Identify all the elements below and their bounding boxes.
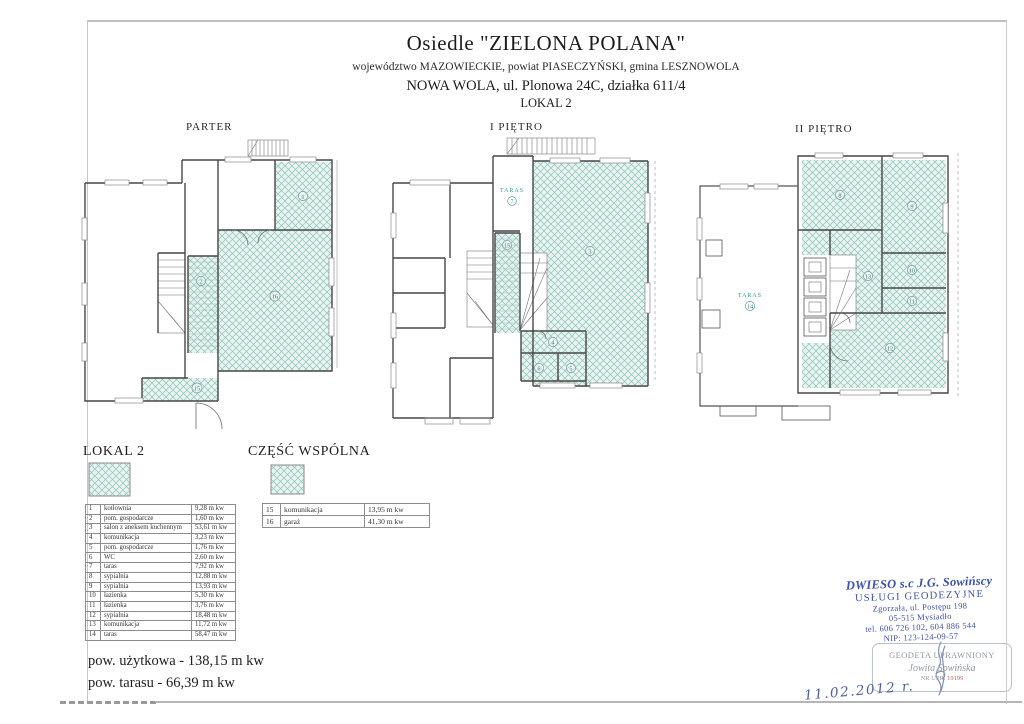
document-header: [87, 30, 1005, 111]
table-row: [86, 582, 236, 592]
table-cell: łazienka: [101, 592, 192, 602]
table-row: [86, 505, 236, 515]
floor-label-parter: PARTER: [186, 121, 233, 133]
table-cell: 9: [86, 582, 101, 592]
table-cell: 15: [263, 504, 281, 516]
table-cell: 12: [86, 611, 101, 621]
table-cell: 11: [86, 601, 101, 611]
table-cell: 3,76 m kw: [192, 601, 236, 611]
floor-label-pietro1: I PIĘTRO: [490, 121, 543, 133]
handwritten-date: 11.02.2012 r.: [803, 678, 915, 704]
table-cell: garaż: [281, 516, 365, 528]
company-name: DWIESO s.c J.G. Sowińscy: [845, 573, 993, 593]
table-cell: 5,30 m kw: [192, 592, 236, 602]
company-stamp: [835, 573, 1005, 645]
company-street: Zgorzała, ul. Postępu 198: [872, 600, 968, 615]
table-cell: 41,30 m kw: [365, 516, 430, 528]
table-cell: 13,93 m kw: [192, 582, 236, 592]
table-cell: komunikacja: [101, 534, 192, 544]
area-summary: [88, 650, 264, 694]
company-phone: tel. 606 726 102, 604 886 544: [865, 620, 977, 634]
svg-text:1: 1: [301, 193, 305, 201]
svg-text:10: 10: [908, 267, 916, 275]
svg-text:8: 8: [838, 192, 842, 200]
table-cell: 58,47 m kw: [192, 630, 236, 640]
table-row: [263, 504, 430, 516]
scan-edge-line: [155, 701, 1022, 703]
common-area-table: [262, 503, 430, 528]
scan-edge-dashes: [60, 701, 156, 704]
parter-floor-plan: [75, 138, 355, 435]
taras-label: [500, 188, 524, 205]
floor-label-pietro2: II PIĘTRO: [795, 123, 853, 135]
table-cell: 7: [86, 563, 101, 573]
pietro1-floor-plan: [390, 133, 660, 425]
table-cell: 4: [86, 534, 101, 544]
table-row: [86, 630, 236, 640]
table-row: [86, 621, 236, 631]
header-subtitle: województwo MAZOWIECKIE, powiat PIASECZYŃSKI, gmina LESZNOWOLA: [352, 61, 740, 74]
svg-text:TARAS: TARAS: [499, 188, 525, 194]
table-cell: 9,28 m kw: [192, 505, 236, 515]
svg-text:16: 16: [271, 293, 279, 301]
table-cell: pom. gospodarcze: [101, 543, 192, 553]
company-city: 05-515 Mysiadło: [888, 611, 952, 624]
exterior-stairs: [507, 138, 595, 154]
svg-text:2: 2: [199, 278, 203, 286]
legend-lokal2-label: LOKAL 2: [83, 444, 145, 459]
svg-text:7: 7: [510, 198, 514, 206]
exterior-stairs: [248, 140, 288, 156]
summary-usable-area: pow. użytkowa - 138,15 m kw: [88, 653, 264, 669]
table-cell: 13,95 m kw: [365, 504, 430, 516]
table-cell: 16: [263, 516, 281, 528]
table-row: [86, 611, 236, 621]
table-row: [263, 516, 430, 528]
table-cell: 10: [86, 592, 101, 602]
table-cell: 3,23 m kw: [192, 534, 236, 544]
table-cell: 2: [86, 514, 101, 524]
legend-wspolna-swatch: [270, 464, 306, 496]
table-cell: 1,76 m kw: [192, 543, 236, 553]
table-cell: 12,88 m kw: [192, 572, 236, 582]
table-cell: 1,60 m kw: [192, 514, 236, 524]
table-row: [86, 534, 236, 544]
surveyor-name: Jowita Sowińska: [908, 663, 976, 674]
svg-text:3: 3: [588, 248, 592, 256]
table-cell: sypialnia: [101, 611, 192, 621]
table-cell: pom. gospodarcze: [101, 514, 192, 524]
legend-lokal2-swatch: [88, 462, 132, 498]
table-cell: 6: [86, 553, 101, 563]
svg-text:15: 15: [193, 385, 201, 393]
svg-text:9: 9: [910, 203, 914, 211]
table-row: [86, 514, 236, 524]
signature-scribble: [927, 639, 957, 701]
table-cell: 18,48 m kw: [192, 611, 236, 621]
table-cell: 8: [86, 572, 101, 582]
svg-text:15: 15: [503, 242, 511, 250]
table-cell: komunikacja: [281, 504, 365, 516]
svg-text:4: 4: [551, 339, 555, 347]
table-cell: 3: [86, 524, 101, 534]
table-row: [86, 592, 236, 602]
table-cell: sypialnia: [101, 582, 192, 592]
svg-text:12: 12: [886, 345, 894, 353]
table-cell: 2,60 m kw: [192, 553, 236, 563]
svg-text:13: 13: [864, 273, 872, 281]
legend-wspolna-label: CZĘŚĆ WSPÓLNA: [248, 444, 371, 459]
table-cell: sypialnia: [101, 572, 192, 582]
summary-terrace-area: pow. tarasu - 66,39 m kw: [88, 675, 235, 691]
table-cell: kotłownia: [101, 505, 192, 515]
company-nip: NIP: 123-124-09-57: [883, 630, 959, 644]
table-cell: komunikacja: [101, 621, 192, 631]
table-row: [86, 543, 236, 553]
table-cell: łazienka: [101, 601, 192, 611]
svg-text:TARAS: TARAS: [737, 293, 763, 299]
table-cell: 11,72 m kw: [192, 621, 236, 631]
svg-text:5: 5: [569, 365, 573, 373]
surveyor-title: GEODETA UPRAWNIONY: [889, 650, 995, 660]
table-cell: 7,92 m kw: [192, 563, 236, 573]
table-cell: 13: [86, 621, 101, 631]
table-row: [86, 601, 236, 611]
table-cell: taras: [101, 563, 192, 573]
rooms-area-table: [85, 504, 236, 641]
interior-stairs: [158, 253, 185, 333]
table-cell: 1: [86, 505, 101, 515]
svg-text:11: 11: [908, 298, 916, 306]
taras-label: [738, 293, 762, 311]
page-title: Osiedle "ZIELONA POLANA": [406, 31, 686, 55]
header-address: NOWA WOLA, ul. Plonowa 24C, działka 611/4: [406, 77, 686, 94]
table-cell: 14: [86, 630, 101, 640]
table-cell: salon z aneksem kuchennym: [101, 524, 192, 534]
table-cell: taras: [101, 630, 192, 640]
svg-text:14: 14: [746, 303, 754, 311]
table-cell: 5: [86, 543, 101, 553]
company-services: USŁUGI GEODEZYJNE: [854, 589, 985, 605]
header-unit: LOKAL 2: [520, 95, 572, 110]
table-row: [86, 572, 236, 582]
pietro2-floor-plan: [690, 148, 970, 440]
svg-text:6: 6: [537, 365, 541, 373]
table-row: [86, 524, 236, 534]
table-cell: WC: [101, 553, 192, 563]
table-row: [86, 563, 236, 573]
table-cell: 53,61 m kw: [192, 524, 236, 534]
table-row: [86, 553, 236, 563]
surveyor-number: NR UPR. 19199: [920, 675, 964, 682]
